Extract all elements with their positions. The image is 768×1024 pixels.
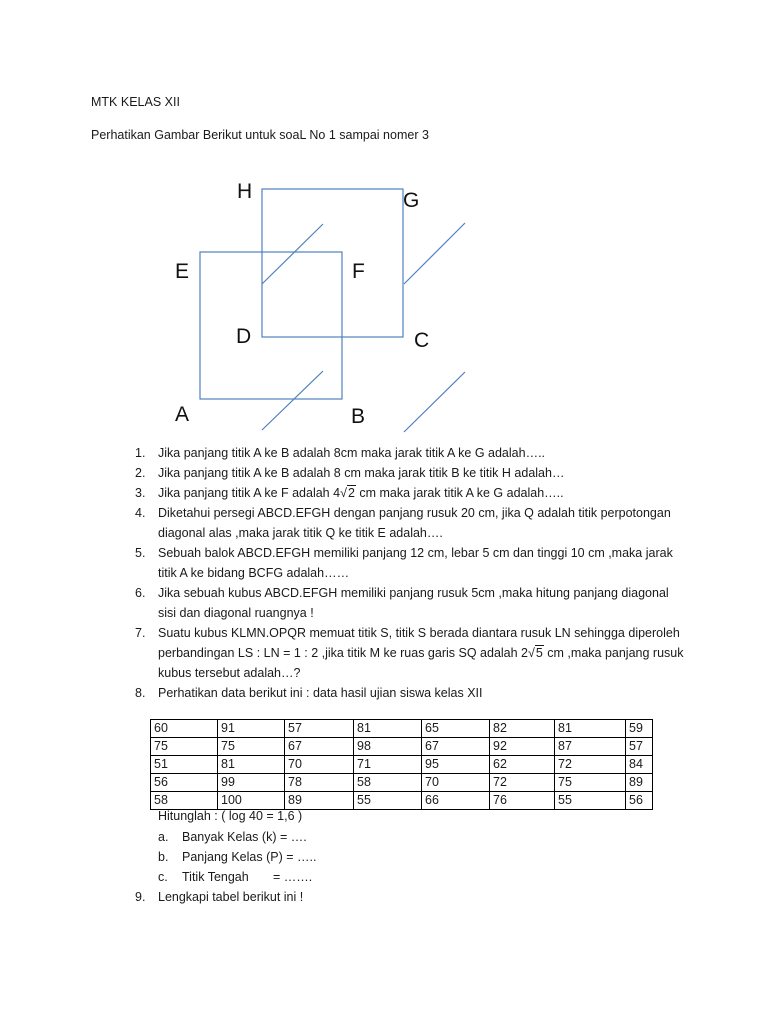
question-text: kubus tersebut adalah…? [158, 666, 301, 680]
table-cell: 65 [422, 720, 490, 738]
table-cell: 99 [218, 774, 285, 792]
table-cell: 72 [490, 774, 555, 792]
vertex-label-a: A [175, 403, 190, 426]
question-9-number: 9. [135, 890, 146, 904]
subitem-text: Panjang Kelas (P) = ….. [182, 850, 317, 864]
table-cell: 67 [422, 738, 490, 756]
question-text-post: cm maka jarak titik A ke G adalah….. [355, 486, 564, 500]
question-3 [90, 483, 690, 503]
vertex-label-h: H [237, 180, 253, 203]
question-text: Diketahui persegi ABCD.EFGH dengan panjang rusuk 20 cm, jika Q adalah titik perpotongan [158, 506, 671, 520]
table-cell: 75 [151, 738, 218, 756]
table-cell: 82 [490, 720, 555, 738]
table-cell: 71 [354, 756, 422, 774]
table-cell: 67 [285, 738, 354, 756]
table-cell: 55 [555, 792, 626, 810]
table-cell: 58 [354, 774, 422, 792]
question-text: Jika panjang titik A ke B adalah 8cm maka jarak titik A ke G adalah….. [158, 446, 546, 460]
table-cell: 62 [490, 756, 555, 774]
question-text: diagonal alas ,maka jarak titik Q ke titik E adalah…. [158, 526, 443, 540]
question-7 [90, 623, 690, 683]
question-number: 7. [135, 626, 146, 640]
question-number: 4. [135, 506, 146, 520]
table-cell: 89 [626, 774, 653, 792]
question-text: Perhatikan data berikut ini : data hasil ujian siswa kelas XII [158, 686, 483, 700]
table-cell: 87 [555, 738, 626, 756]
table-cell: 59 [626, 720, 653, 738]
table-cell: 92 [490, 738, 555, 756]
table-cell: 100 [218, 792, 285, 810]
question-4 [90, 503, 690, 543]
edge-B-C [404, 372, 465, 432]
question-text: sisi dan diagonal ruangnya ! [158, 606, 314, 620]
vertex-label-g: G [403, 189, 420, 212]
question-text: Jika panjang titik A ke B adalah 8 cm maka jarak titik B ke titik H adalah… [158, 466, 565, 480]
table-cell: 76 [490, 792, 555, 810]
table-cell: 89 [285, 792, 354, 810]
table-cell: 81 [354, 720, 422, 738]
table-cell: 72 [555, 756, 626, 774]
question-number: 6. [135, 586, 146, 600]
question-text-pre: Jika panjang titik A ke F adalah 4 [158, 486, 341, 500]
table-cell: 81 [555, 720, 626, 738]
table-cell: 78 [285, 774, 354, 792]
question-text-pre: perbandingan LS : LN = 1 : 2 ,jika titik M ke ruas garis SQ adalah 2 [158, 646, 528, 660]
subitem-label: a. [158, 830, 169, 844]
edge-F-G [404, 223, 465, 284]
page-title: MTK KELAS XII [91, 95, 180, 109]
table-row [151, 774, 653, 792]
vertex-label-d: D [236, 325, 252, 348]
question-number: 8. [135, 686, 146, 700]
table-cell: 56 [151, 774, 218, 792]
question-text: Suatu kubus KLMN.OPQR memuat titik S, titik S berada diantara rusuk LN sehingga diperoleh [158, 626, 680, 640]
table-cell: 70 [422, 774, 490, 792]
table-cell: 51 [151, 756, 218, 774]
question-6 [90, 583, 690, 623]
question-8 [90, 683, 690, 703]
question-text: Jika sebuah kubus ABCD.EFGH memiliki panjang rusuk 5cm ,maka hitung panjang diagonal [158, 586, 669, 600]
question-number: 2. [135, 466, 146, 480]
table-cell: 57 [285, 720, 354, 738]
vertex-label-b: B [351, 405, 366, 428]
question-text-post: cm ,maka panjang rusuk [543, 646, 684, 660]
table-cell: 70 [285, 756, 354, 774]
sqrt-radicand: 5 [535, 646, 543, 660]
cube-figure [0, 0, 768, 440]
question-list [90, 443, 690, 703]
instruction-text: Perhatikan Gambar Berikut untuk soaL No 1 sampai nomer 3 [91, 128, 429, 142]
table-cell: 57 [626, 738, 653, 756]
table-cell: 55 [354, 792, 422, 810]
table-cell: 75 [218, 738, 285, 756]
table-cell: 81 [218, 756, 285, 774]
question-2 [90, 463, 690, 483]
table-row [151, 792, 653, 810]
table-cell: 75 [555, 774, 626, 792]
edge-A-D [262, 371, 323, 430]
question-text: titik A ke bidang BCFG adalah…… [158, 566, 350, 580]
table-cell: 56 [626, 792, 653, 810]
subitem-label: b. [158, 850, 169, 864]
score-table [150, 719, 653, 810]
sqrt-expression: √5 [528, 646, 543, 660]
front-face [200, 252, 342, 399]
question-5 [90, 543, 690, 583]
table-cell: 95 [422, 756, 490, 774]
sqrt-expression: √2 [340, 486, 355, 500]
edge-E-H [262, 224, 323, 284]
question-number: 3. [135, 486, 146, 500]
table-cell: 66 [422, 792, 490, 810]
table-cell: 98 [354, 738, 422, 756]
table-cell: 60 [151, 720, 218, 738]
vertex-label-e: E [175, 260, 190, 283]
table-cell: 84 [626, 756, 653, 774]
subitem-label: c. [158, 870, 168, 884]
subitem-text: Titik Tengah = ……. [182, 870, 313, 884]
table-row [151, 756, 653, 774]
sqrt-radicand: 2 [347, 486, 355, 500]
log-hint: Hitunglah : ( log 40 = 1,6 ) [158, 809, 303, 823]
table-row [151, 738, 653, 756]
subitem-text: Banyak Kelas (k) = …. [182, 830, 307, 844]
question-number: 5. [135, 546, 146, 560]
table-cell: 58 [151, 792, 218, 810]
table-cell: 91 [218, 720, 285, 738]
question-9-text: Lengkapi tabel berikut ini ! [158, 890, 304, 904]
question-number: 1. [135, 446, 146, 460]
vertex-label-f: F [352, 260, 365, 283]
vertex-label-c: C [414, 329, 430, 352]
question-text: Sebuah balok ABCD.EFGH memiliki panjang 12 cm, lebar 5 cm dan tinggi 10 cm ,maka jarak [158, 546, 673, 560]
table-row [151, 720, 653, 738]
question-1 [90, 443, 690, 463]
